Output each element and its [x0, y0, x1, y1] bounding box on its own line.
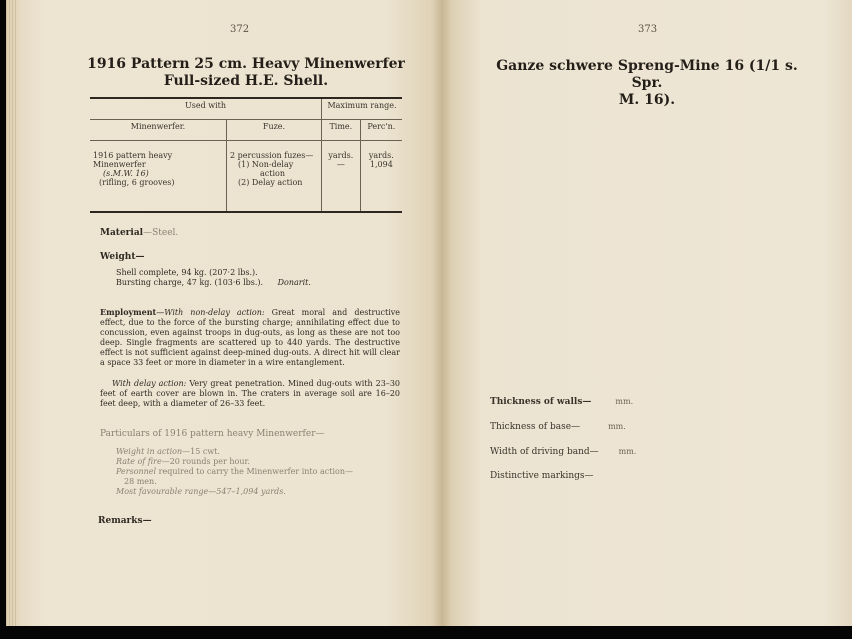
particular-value: —15 cwt.	[182, 447, 220, 456]
cell-line: action	[260, 169, 285, 178]
table-header: Maximum range.	[322, 98, 403, 120]
field-label: Width of driving band—	[490, 447, 599, 457]
particular-value: —20 rounds per hour.	[161, 457, 250, 466]
material-value: —Steel.	[143, 228, 179, 238]
particular-label: Personnel	[116, 467, 157, 476]
particulars-title: Particulars of 1916 pattern heavy Minenwerfer—	[100, 429, 325, 439]
remarks-label	[98, 516, 152, 527]
column-header: Perc'n.	[360, 120, 402, 141]
particular-value: 28 men.	[124, 477, 157, 486]
field-unit: mm.	[608, 422, 626, 431]
employment-label: Employment	[100, 307, 157, 317]
left-page	[6, 0, 442, 626]
field-unit: mm.	[618, 447, 637, 456]
delay-paragraph	[100, 379, 400, 409]
employment-text: Great moral and destructive effect, due to the force of the bursting charge; annihilating effect due to concussion, even against troops in dug-outs, as long as these are not too deep. Single fragments are scattered up to 440 yards. The destructive effect is not sufficient against deep-mined dug-outs. A direct hit will clear a space 33 feet or more in diameter in a wire entanglement.	[100, 308, 401, 367]
delay-italic: With delay action:	[112, 379, 187, 388]
cell-line: (2) Delay action	[238, 178, 303, 187]
delay-text: Very great penetration. Mined dug-outs with 23–30 feet of earth cover are blown in. The craters in average soil are 16–20 feet deep, with a diameter of 26–33 feet.	[100, 379, 401, 408]
remarks-text: Remarks—	[98, 516, 152, 526]
thickness-base-field	[490, 422, 626, 432]
title-line: Full-sized H.E. Shell.	[163, 73, 329, 89]
field-label: Thickness of walls—	[490, 397, 592, 407]
employment-paragraph	[100, 307, 400, 368]
cell-line: —	[336, 160, 345, 169]
table-cell	[90, 141, 227, 213]
table-cell	[360, 141, 402, 213]
thickness-walls-field	[490, 397, 633, 407]
title-line: Ganze schwere Spreng-Mine 16 (1/1 s. Spr.	[496, 58, 798, 91]
title-line: M. 16).	[618, 92, 676, 108]
cell-line: (rifling, 6 grooves)	[99, 178, 175, 187]
cell-line: (s.M.W. 16)	[103, 169, 149, 178]
field-label: Thickness of base—	[490, 422, 581, 432]
page-edge	[6, 0, 18, 626]
field-unit: mm.	[615, 397, 634, 406]
column-header: Time.	[322, 120, 361, 141]
shell-complete: Shell complete, 94 kg. (207·2 lbs.).	[116, 268, 258, 277]
page-title	[482, 58, 812, 109]
cell-line: 2 percussion fuzes—	[230, 151, 314, 160]
weight-details	[116, 268, 436, 288]
table-header: Used with	[90, 98, 322, 120]
field-label: Distinctive markings—	[490, 471, 594, 481]
bursting-charge: Bursting charge, 47 kg. (103·6 lbs.).	[116, 278, 264, 287]
charge-note: Donarit.	[277, 278, 311, 287]
column-header: Fuze.	[227, 120, 322, 141]
table-cell	[322, 141, 361, 213]
title-line: 1916 Pattern 25 cm. Heavy Minenwerfer	[87, 56, 405, 72]
employment-italic: —With non-delay action:	[156, 308, 265, 317]
particular-label: Rate of fire	[116, 457, 162, 466]
driving-band-field	[490, 447, 636, 457]
particulars-list	[116, 447, 416, 497]
table-cell	[227, 141, 322, 213]
page-title	[76, 56, 416, 90]
right-page	[442, 0, 852, 626]
particular-value: Most favourable range—547–1,094 yards.	[116, 487, 286, 496]
cell-line: yards.	[328, 151, 354, 160]
cell-line: yards.	[368, 151, 394, 160]
cell-line: 1,094	[369, 160, 393, 169]
particular-value: required to carry the Minenwerfer into action—	[158, 467, 353, 476]
material-label: Material	[100, 228, 144, 238]
cell-line: 1916 pattern heavy Minenwerfer	[93, 151, 173, 169]
weight-heading	[100, 252, 145, 263]
page-number: 373	[638, 24, 658, 35]
material-line	[100, 228, 178, 239]
markings-field	[490, 471, 594, 481]
column-header: Minenwerfer.	[90, 120, 227, 141]
cell-line: (1) Non-delay	[238, 160, 294, 169]
weight-label: Weight—	[100, 252, 145, 262]
usage-table	[90, 97, 402, 213]
page-number: 372	[230, 24, 250, 35]
particular-label: Weight in action	[116, 447, 183, 456]
